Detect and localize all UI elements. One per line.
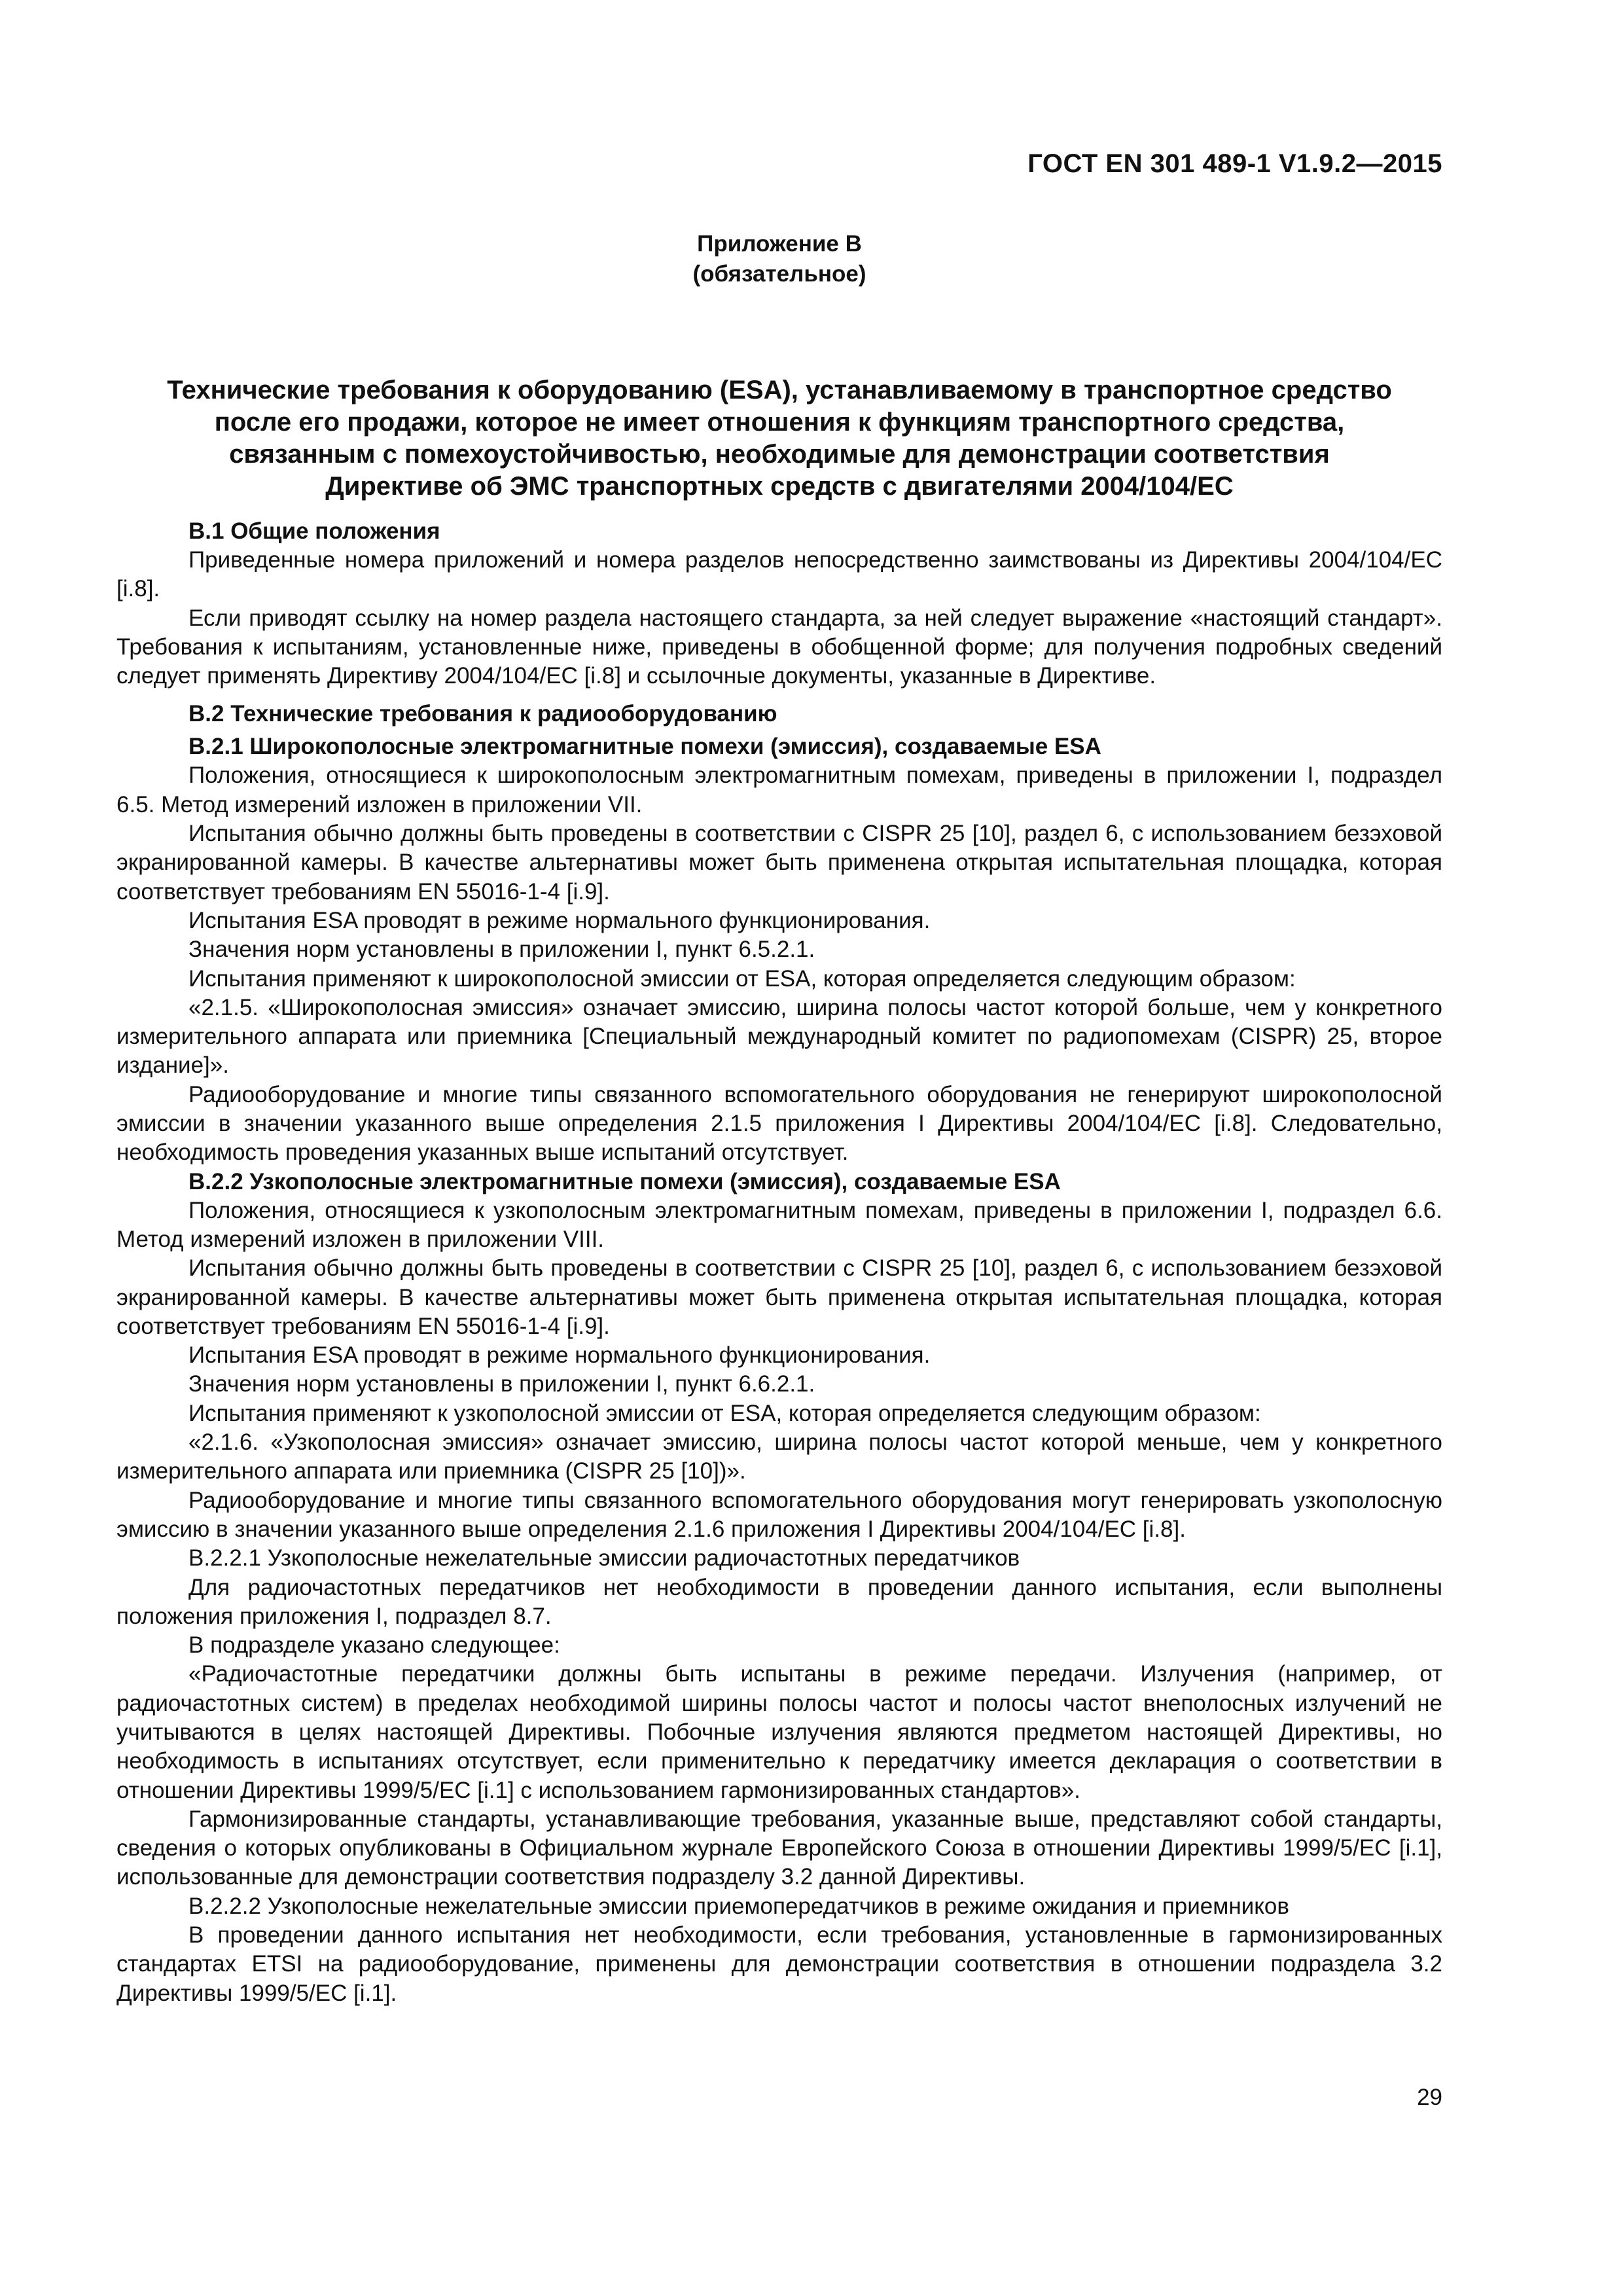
paragraph: Радиооборудование и многие типы связанного вспомогательного оборудования не генерируют широкополосной эмиссии в значении указанного выше определения 2.1.5 приложения I Директивы 2004/104/ЕС [i.8]. Следовательно, необходимость проведения указанных выше испытаний отсутствует. <box>116 1081 1442 1166</box>
paragraph: Положения, относящиеся к узкополосным электромагнитным помехам, приведены в приложении I, подраздел 6.6. Метод измерений изложен в приложении VIII. <box>116 1197 1442 1252</box>
paragraph: «2.1.5. «Широкополосная эмиссия» означает эмиссию, ширина полосы частот которой больше, чем у конкретного измерительного аппарата или приемника [Специальный международный комитет по радиопомехам (CISPR) 25, второе издание]». <box>116 994 1442 1079</box>
paragraph: Если приводят ссылку на номер раздела настоящего стандарта, за ней следует выражение «настоящий стандарт». Требования к испытаниям, установленные ниже, приведены в обобщенной форме; для получения подробных сведений следует применять Директиву 2004/104/ЕС [i.8] и ссылочные документы, указанные в Директиве. <box>116 605 1442 689</box>
paragraph: Испытания обычно должны быть проведены в соответствии с CISPR 25 [10], раздел 6, с использованием безэховой экранированной камеры. В качестве альтернативы может быть применена открытая испытательная площадка, которая соответствует требованиям EN 55016-1-4 [i.9]. <box>116 1255 1442 1339</box>
paragraph: Значения норм установлены в приложении I, пункт 6.5.2.1. <box>188 937 815 963</box>
document-code: ГОСТ EN 301 489-1 V1.9.2—2015 <box>1027 149 1442 178</box>
section-heading-b1: В.1 Общие положения <box>188 518 440 544</box>
paragraph: Для радиочастотных передатчиков нет необходимости в проведении данного испытания, если выполнены положения приложения I, подраздел 8.7. <box>116 1574 1442 1629</box>
document-body <box>116 517 1442 2008</box>
section-heading-b21: В.2.1 Широкополосные электромагнитные помехи (эмиссия), создаваемые ESA <box>188 734 1101 760</box>
appendix-title <box>116 374 1442 503</box>
appendix-heading <box>116 229 1442 289</box>
appendix-label: Приложение В <box>697 231 862 257</box>
paragraph: Положения, относящиеся к широкополосным электромагнитным помехам, приведены в приложении I, подраздел 6.5. Метод измерений изложен в приложении VII. <box>116 762 1442 817</box>
page-number: 29 <box>1417 2085 1442 2110</box>
title-line: после его продажи, которое не имеет отношения к функциям транспортного средства, <box>214 408 1345 437</box>
paragraph: «2.1.6. «Узкополосная эмиссия» означает эмиссию, ширина полосы частот которой меньше, чем у конкретного измерительного аппарата или приемника (CISPR 25 [10])». <box>116 1429 1442 1484</box>
paragraph: Радиооборудование и многие типы связанного вспомогательного оборудования могут генерировать узкополосную эмиссию в значении указанного выше определения 2.1.6 приложения I Директивы 2004/104/ЕС [i.8]. <box>116 1487 1442 1542</box>
paragraph: В подразделе указано следующее: <box>188 1632 560 1659</box>
paragraph: Приведенные номера приложений и номера разделов непосредственно заимствованы из Директивы 2004/104/ЕС [i.8]. <box>116 547 1442 602</box>
title-line: Директиве об ЭМС транспортных средств с двигателями 2004/104/ЕС <box>325 472 1234 501</box>
paragraph: Гармонизированные стандарты, устанавливающие требования, указанные выше, представляют собой стандарты, сведения о которых опубликованы в Официальном журнале Европейского Союза в отношении Директивы 1999/5/ЕС [i.1], использованные для демонстрации соответствия подразделу 3.2 данной Директивы. <box>116 1806 1442 1890</box>
title-line: Технические требования к оборудованию (ESA), устанавливаемому в транспортное средство <box>167 376 1392 404</box>
section-heading-b222: В.2.2.2 Узкополосные нежелательные эмиссии приемопередатчиков в режиме ожидания и приемников <box>188 1893 1289 1919</box>
paragraph: Испытания применяют к узкополосной эмиссии от ESA, которая определяется следующим образом: <box>188 1400 1261 1426</box>
document-page <box>116 0 1442 2296</box>
paragraph: В проведении данного испытания нет необходимости, если требования, установленные в гармонизированных стандартах ETSI на радиооборудование, применены для демонстрации соответствия в отношении подраздела 3.2 Директивы 1999/5/ЕС [i.1]. <box>116 1922 1442 2006</box>
paragraph: Испытания обычно должны быть проведены в соответствии с CISPR 25 [10], раздел 6, с использованием безэховой экранированной камеры. В качестве альтернативы может быть применена открытая испытательная площадка, которая соответствует требованиям EN 55016-1-4 [i.9]. <box>116 821 1442 905</box>
section-heading-b2: В.2 Технические требования к радиооборудованию <box>188 701 777 727</box>
section-heading-b221: В.2.2.1 Узкополосные нежелательные эмиссии радиочастотных передатчиков <box>188 1545 1020 1571</box>
paragraph: Испытания применяют к широкополосной эмиссии от ESA, которая определяется следующим образом: <box>188 965 1296 992</box>
paragraph: Испытания ESA проводят в режиме нормального функционирования. <box>188 907 931 933</box>
paragraph: «Радиочастотные передатчики должны быть испытаны в режиме передачи. Излучения (например, от радиочастотных систем) в пределах необходимой ширины полосы частот и полосы частот внеполосных излучений не учитываются в целях настоящей Директивы. Побочные излучения являются предметом настоящей Директивы, но необходимость в испытаниях отсутствует, если применительно к передатчику имеется декларация о соответствии в отношении Директивы 1999/5/ЕС [i.1] с использованием гармонизированных стандартов». <box>116 1661 1442 1803</box>
paragraph: Испытания ESA проводят в режиме нормального функционирования. <box>188 1342 931 1369</box>
title-line: связанным с помехоустойчивостью, необходимые для демонстрации соответствия <box>229 440 1330 469</box>
paragraph: Значения норм установлены в приложении I, пункт 6.6.2.1. <box>188 1371 815 1397</box>
section-heading-b22: В.2.2 Узкополосные электромагнитные помехи (эмиссия), создаваемые ESA <box>188 1168 1061 1194</box>
appendix-status: (обязательное) <box>692 261 866 287</box>
